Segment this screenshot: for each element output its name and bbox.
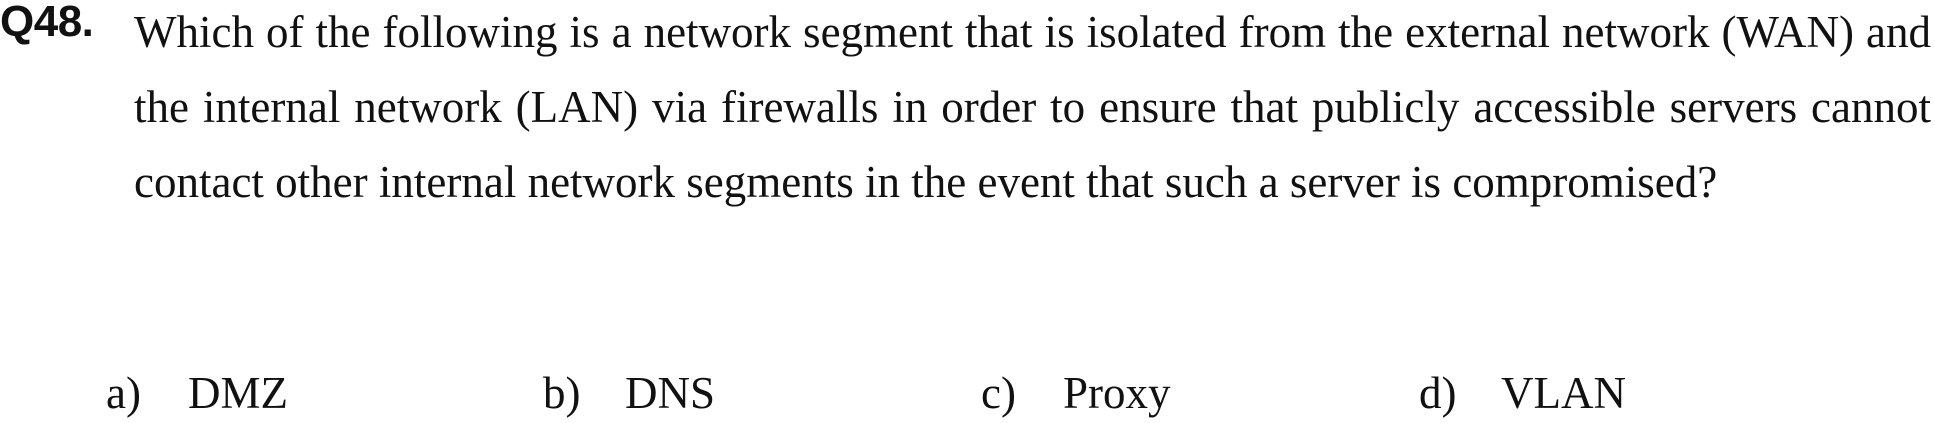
option-d [1419,368,1626,418]
option-letter: d) [1419,368,1457,418]
question-number: Q48. [0,0,94,46]
option-a [106,368,288,418]
option-c [981,368,1171,418]
option-text: DMZ [188,368,288,418]
option-letter: b) [543,368,581,418]
question-text: Which of the following is a network segment that is isolated from the external network (WAN) and the internal network (LAN) via firewalls in order to ensure that publicly accessible servers cannot contact other internal network segments in the event that such a server is compromised? [134,7,1931,207]
option-text: Proxy [1063,368,1171,418]
option-text: VLAN [1501,368,1626,418]
option-b [543,368,715,418]
option-letter: a) [106,368,141,418]
option-text: DNS [625,368,716,418]
option-letter: c) [981,368,1016,418]
